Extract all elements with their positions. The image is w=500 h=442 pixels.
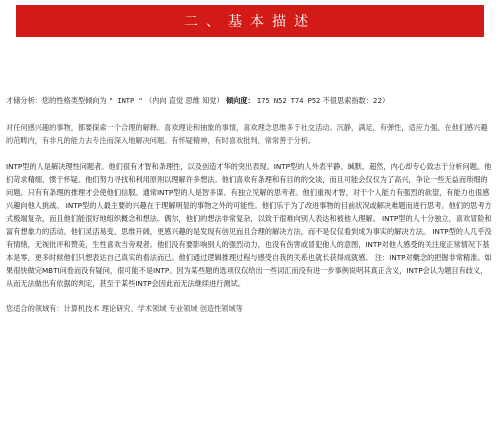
preference-values: I75 N52 T74 P52 [257,97,321,105]
summary-paragraph: 对任何感兴趣的事物，都要探索一个合理的解释。喜欢理论和抽象的事情，喜欢理念思维多于社交活动。沉静，满足，有弹性，适应力强。在他们感兴趣的范畴内，有非凡的能力去专注而深入地解决问题。有怀疑精神，有时喜欢批判，常常善于分析。 [6,123,488,145]
clarity-index: 不很思索指数：22） [322,96,390,105]
section-title: 二、基本描述 [184,14,316,30]
detail-paragraph: INTP型的人是解决理性问题者。他们很有才智和条理性，以及创造才华的突出表现。INTP型的人外表平静、缄默、超然，内心却专心致志于分析问题。他们苛求精细、惯于怀疑。他们努力寻找和利用原则以理解许多想法。他们喜欢有条理和有目的的交谈，而且可能会仅仅为了高兴，争论一些无益而琐细的问题。只有有条理的推理才会使他们信服。通常INTP型的人是智多谋、有独立见解的思考者。他们重视才智，对于个人能力有强烈的欲望，有能力也很感兴趣向他人挑战。 INTP型的人最主要的兴趣在于理解明显的事物之外的可能性。他们乐于为了改进事物的目前状况或解决难题而进行思考。他们的思考方式极端复杂，而且他们能很好地组织概念和想法。偶尔，他们的想法非常复杂，以致于很难向别人表达和被他人理解。 INTP型的人十分独立，喜欢冒险和富有想象力的活动。他们灵活易变、思维开阔，更感兴趣的是发现有创见而且合理的解决方法，而不是仅仅看到成为事实的解决方法。 INTP型的人几乎没有情绪，无视批评和赞美，生性喜欢当旁观者。他们没有要影响别人的强烈动力，也没有伤害或冒犯他人的意图，INTP对他人感受的关注度正常情况下基本是零，更多时候他们只想表达自己真实的看法而已。他们通过逻辑推理过程与感受自我的关系也就长获得成就感。 注：INTP对概念的把握非常精准。如果很快做完MBTI问卷而没有疑问，很可能不是INTP。因为某些题的选项仅仅给出一些词汇而没有进一步事例说明其真正含义，INTP会认为题目有歧义，从而无法做出有依据的判定，甚至于某些INTP会因此而无法继续进行测试。 [6,162,492,288]
analysis-summary [6,94,494,108]
preference-label: 倾向度： [225,96,255,105]
analysis-label: 才储分析：您的性格类型倾向为 [6,96,107,105]
type-traits: （内向 直觉 思维 知觉） [144,96,224,105]
suitable-fields: 您适合的领域有：计算机技术 理论研究、学术领域 专业领域 创造性领域等 [6,304,243,313]
type-code: " INTP " [108,97,143,105]
description-content [6,94,494,328]
section-header-bar [16,5,484,37]
